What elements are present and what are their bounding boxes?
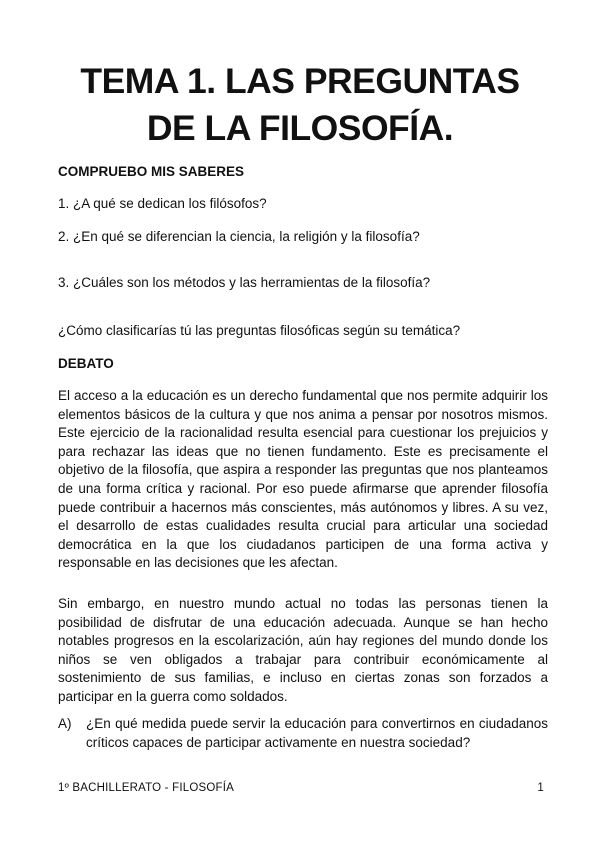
debate-question-a (58, 715, 548, 752)
section-heading-comprubeo: COMPRUEBO MIS SABERES (58, 164, 245, 179)
item-label: A) (58, 716, 72, 731)
page-title (40, 58, 560, 152)
question-3: 3. ¿Cuáles son los métodos y las herramientas de la filosofía? (58, 275, 431, 290)
question-1: 1. ¿A qué se dedican los filósofos? (58, 196, 267, 211)
item-text: ¿En qué medida puede servir la educación para convertirnos en ciudadanos críticos capaces de participar activamente en nuestra sociedad? (86, 716, 548, 750)
question-2: 2. ¿En qué se diferencian la ciencia, la religión y la filosofía? (58, 229, 420, 244)
page-footer (58, 782, 544, 794)
title-line-1: TEMA 1. LAS PREGUNTAS (80, 61, 520, 101)
footer-course: 1º BACHILLERATO - FILOSOFÍA (58, 782, 234, 794)
section-heading-debato: DEBATO (58, 356, 114, 371)
debate-paragraph-1: El acceso a la educación es un derecho fundamental que nos permite adquirir los elementos básicos de la cultura y que nos anima a pensar por nosotros mismos. Este ejercicio de la racionalidad resulta esencial para cuestionar los prejuicios y para rechazar las ideas que no tienen fundamento. Este es precisamente el objetivo de la filosofía, que aspira a responder las preguntas que nos planteamos de una forma crítica y racional. Por eso puede afirmarse que aprender filosofía puede contribuir a hacernos más conscientes, más autónomos y libres. A su vez, el desarrollo de estas cualidades resulta crucial para articular una sociedad democrática en la que los ciudadanos participen de una forma activa y responsable en las decisiones que les afectan. (58, 388, 548, 571)
debate-paragraph-2: Sin embargo, en nuestro mundo actual no todas las personas tienen la posibilidad de disfrutar de una educación adecuada. Aunque se han hecho notables progresos en la escolarización, aún hay regiones del mundo donde los niños se ven obligados a trabajar para contribuir económicamente al sostenimiento de sus familias, e incluso en ciertas zonas son forzados a participar en la guerra como soldados. (58, 596, 548, 704)
title-line-2: DE LA FILOSOFÍA. (146, 108, 454, 148)
footer-page-number: 1 (537, 782, 544, 794)
question-4: ¿Cómo clasificarías tú las preguntas filosóficas según su temática? (58, 323, 461, 338)
